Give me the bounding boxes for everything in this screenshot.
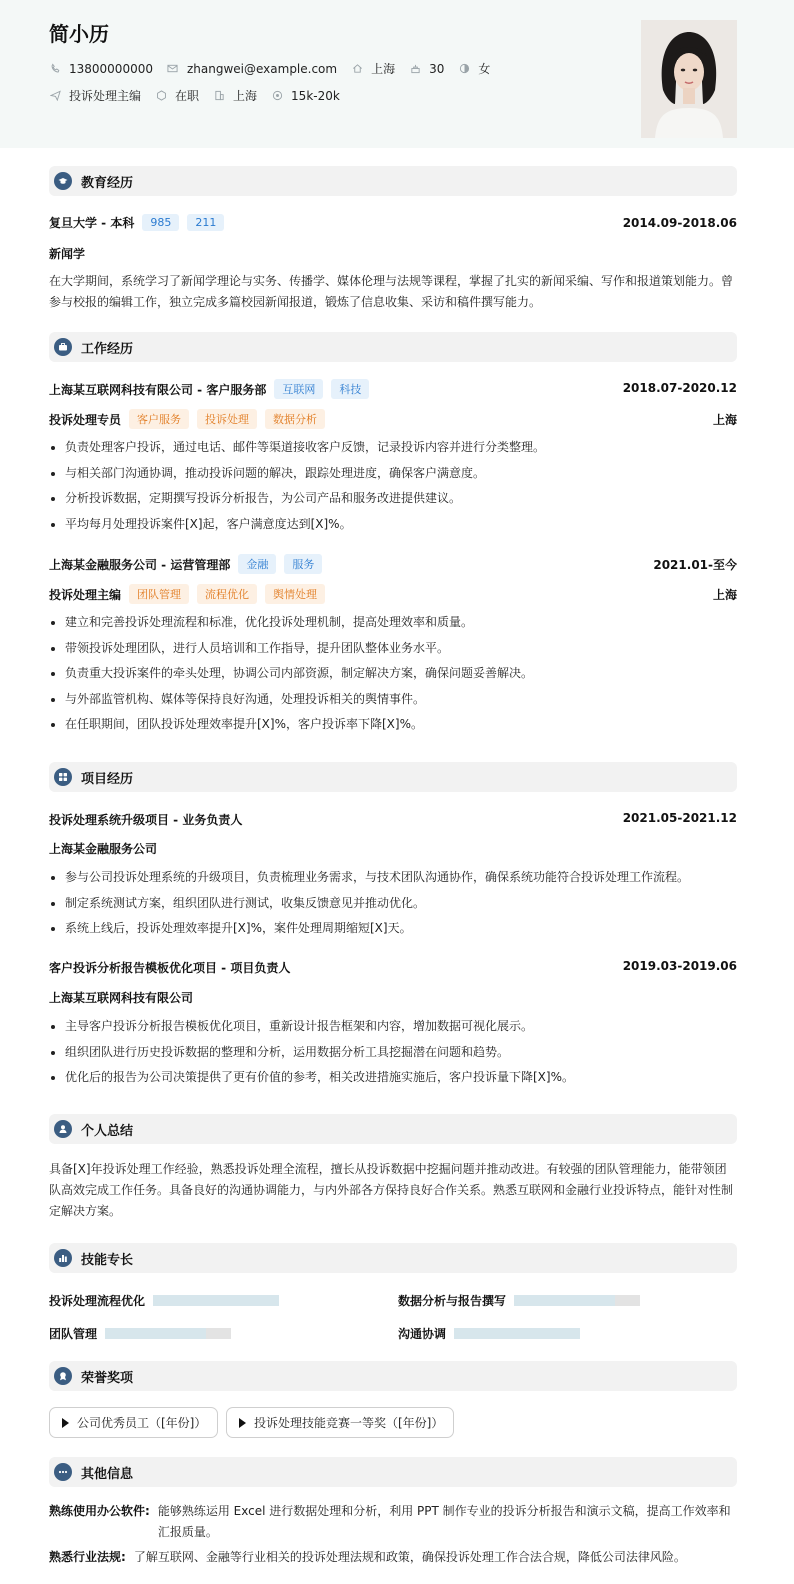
home-icon bbox=[351, 63, 363, 75]
send-icon bbox=[49, 90, 61, 102]
email-text: zhangwei@example.com bbox=[186, 61, 338, 76]
phone-text: 13800000000 bbox=[69, 61, 153, 76]
salary-text: 15k-20k bbox=[291, 88, 340, 103]
skill-tag: 流程优化 bbox=[197, 584, 257, 604]
skill-bar-fill bbox=[514, 1295, 615, 1306]
other-item bbox=[49, 1547, 737, 1568]
section-summary bbox=[49, 1114, 737, 1144]
section-skills bbox=[49, 1243, 737, 1273]
summary-text: 具备[X]年投诉处理工作经验，熟悉投诉处理全流程，擅长从投诉数据中挖掘问题并推动改进。有较强的团队管理能力，能带领团队高效完成工作任务。具备良好的沟通协调能力，与内外部各方保持良好合作关系。熟悉互联网和金融行业投诉特点，能针对性制定解决方案。 bbox=[49, 1162, 734, 1218]
email-item bbox=[167, 62, 337, 76]
list-item: 分析投诉数据，定期撰写投诉分析报告，为公司产品和服务改进提供建议。 bbox=[49, 486, 737, 512]
list-item: 平均每月处理投诉案件[X]起，客户满意度达到[X]%。 bbox=[49, 512, 737, 538]
other-text: 了解互联网、金融等行业相关的投诉处理法规和政策，确保投诉处理工作合法合规，降低公司法律风险。 bbox=[133, 1550, 686, 1564]
target-job-item bbox=[49, 87, 141, 104]
project-items bbox=[49, 865, 737, 942]
award-badge bbox=[49, 1407, 218, 1438]
education-school bbox=[49, 214, 224, 231]
candidate-name: 简小历 bbox=[49, 22, 109, 46]
award-badge bbox=[226, 1407, 454, 1438]
work-date: 2021.01-至今 bbox=[653, 558, 737, 572]
list-item: 负责处理客户投诉，通过电话、邮件等渠道接收客户反馈，记录投诉内容并进行分类整理。 bbox=[49, 435, 737, 461]
project-date: 2021.05-2021.12 bbox=[622, 811, 737, 825]
building-icon bbox=[213, 90, 225, 102]
education-major: 新闻学 bbox=[49, 247, 86, 261]
list-item: 建立和完善投诉处理流程和标准，优化投诉处理机制，提高处理效率和质量。 bbox=[49, 610, 737, 636]
education-date: 2014.09-2018.06 bbox=[622, 216, 737, 230]
list-item: 组织团队进行历史投诉数据的整理和分析，运用数据分析工具挖掘潜在问题和趋势。 bbox=[49, 1040, 737, 1066]
coin-icon bbox=[271, 90, 283, 102]
project-company: 上海某金融服务公司 bbox=[49, 842, 158, 856]
list-item: 与外部监管机构、媒体等保持良好沟通，处理投诉相关的舆情事件。 bbox=[49, 687, 737, 713]
section-title: 项目经历 bbox=[81, 771, 134, 787]
project-items bbox=[49, 1014, 737, 1091]
briefcase-icon bbox=[54, 338, 72, 356]
list-item: 在任职期间，团队投诉处理效率提升[X]%，客户投诉率下降[X]%。 bbox=[49, 712, 737, 738]
location-item bbox=[351, 60, 395, 77]
skill-item bbox=[398, 1292, 640, 1309]
section-awards bbox=[49, 1361, 737, 1391]
section-title: 教育经历 bbox=[81, 175, 134, 191]
industry-tag: 服务 bbox=[284, 554, 322, 574]
other-label: 熟练使用办公软件: bbox=[49, 1504, 150, 1518]
school-name: 复旦大学 - 本科 bbox=[49, 216, 135, 230]
other-text: 能够熟练运用 Excel 进行数据处理和分析，利用 PPT 制作专业的投诉分析报告和演示文稿，提高工作效率和汇报质量。 bbox=[157, 1504, 731, 1539]
skill-bar-fill bbox=[454, 1328, 580, 1339]
list-item: 制定系统测试方案，组织团队进行测试，收集反馈意见并推动优化。 bbox=[49, 891, 737, 917]
position-name: 投诉处理专员 bbox=[49, 412, 122, 427]
skill-name: 投诉处理流程优化 bbox=[49, 1294, 146, 1308]
work-company bbox=[49, 554, 322, 574]
salary-item bbox=[271, 89, 340, 103]
work-city: 上海 bbox=[712, 413, 737, 427]
skill-name: 数据分析与报告撰写 bbox=[398, 1294, 507, 1308]
profile-photo bbox=[641, 20, 737, 138]
award-text: 投诉处理技能竞赛一等奖（[年份]） bbox=[254, 1416, 444, 1430]
project-company: 上海某互联网科技有限公司 bbox=[49, 991, 194, 1005]
skill-tag: 投诉处理 bbox=[197, 409, 257, 429]
triangle-right-icon bbox=[239, 1418, 246, 1428]
grid-icon bbox=[54, 768, 72, 786]
section-title: 个人总结 bbox=[81, 1123, 134, 1139]
skill-tag: 舆情处理 bbox=[265, 584, 325, 604]
age-item bbox=[409, 62, 444, 76]
skill-bar bbox=[514, 1295, 640, 1306]
industry-tag: 金融 bbox=[238, 554, 276, 574]
school-tag: 211 bbox=[187, 214, 224, 231]
skill-item bbox=[49, 1292, 279, 1309]
list-item: 主导客户投诉分析报告模板优化项目，重新设计报告框架和内容，增加数据可视化展示。 bbox=[49, 1014, 737, 1040]
section-title: 技能专长 bbox=[81, 1252, 134, 1268]
award-text: 公司优秀员工（[年份]） bbox=[77, 1416, 207, 1430]
user-icon bbox=[54, 1120, 72, 1138]
education-desc: 在大学期间，系统学习了新闻学理论与实务、传播学、媒体伦理与法规等课程，掌握了扎实的新闻采编、写作和报道策划能力。曾参与校报的编辑工作，独立完成多篇校园新闻报道，锻炼了信息收集、采访和稿件撰写能力。 bbox=[49, 274, 734, 309]
cake-icon bbox=[409, 63, 421, 75]
school-tag: 985 bbox=[142, 214, 179, 231]
contact-row bbox=[49, 60, 504, 77]
list-item: 系统上线后，投诉处理效率提升[X]%，案件处理周期缩短[X]天。 bbox=[49, 916, 737, 942]
resume-header bbox=[0, 0, 794, 148]
triangle-right-icon bbox=[62, 1418, 69, 1428]
other-item bbox=[49, 1501, 737, 1543]
status-text: 在职 bbox=[175, 89, 200, 103]
graduation-cap-icon bbox=[54, 172, 72, 190]
gender-icon bbox=[458, 63, 470, 75]
section-title: 荣誉奖项 bbox=[81, 1370, 134, 1386]
skill-name: 团队管理 bbox=[49, 1327, 98, 1341]
job-intent-row bbox=[49, 87, 354, 104]
mail-icon bbox=[167, 63, 179, 75]
industry-tag: 互联网 bbox=[274, 379, 323, 399]
skill-bar bbox=[105, 1328, 231, 1339]
position-name: 投诉处理主编 bbox=[49, 587, 122, 602]
project-date: 2019.03-2019.06 bbox=[622, 959, 737, 973]
target-city-text: 上海 bbox=[233, 89, 258, 103]
project-title: 客户投诉分析报告模板优化项目 - 项目负责人 bbox=[49, 961, 291, 975]
skill-tag: 团队管理 bbox=[129, 584, 189, 604]
section-project bbox=[49, 762, 737, 792]
list-item: 参与公司投诉处理系统的升级项目，负责梳理业务需求，与技术团队沟通协作，确保系统功能符合投诉处理工作流程。 bbox=[49, 865, 737, 891]
skill-name: 沟通协调 bbox=[398, 1327, 447, 1341]
work-company bbox=[49, 379, 369, 399]
skill-bar-fill bbox=[105, 1328, 206, 1339]
skill-bar bbox=[153, 1295, 279, 1306]
project-title: 投诉处理系统升级项目 - 业务负责人 bbox=[49, 813, 243, 827]
status-icon bbox=[155, 90, 167, 102]
section-work bbox=[49, 332, 737, 362]
work-duties bbox=[49, 435, 737, 537]
work-position bbox=[49, 584, 325, 604]
skill-bar-fill bbox=[153, 1295, 279, 1306]
list-item: 负责重大投诉案件的牵头处理，协调公司内部资源，制定解决方案，确保问题妥善解决。 bbox=[49, 661, 737, 687]
work-duties bbox=[49, 610, 737, 738]
list-item: 优化后的报告为公司决策提供了更有价值的参考，相关改进措施实施后，客户投诉量下降[X]%。 bbox=[49, 1065, 737, 1091]
gender-text: 女 bbox=[478, 62, 491, 76]
section-title: 工作经历 bbox=[81, 341, 134, 357]
section-education bbox=[49, 166, 737, 196]
skill-item bbox=[398, 1325, 580, 1342]
work-date: 2018.07-2020.12 bbox=[622, 381, 737, 395]
skill-item bbox=[49, 1325, 231, 1342]
phone-item bbox=[49, 62, 153, 76]
skill-bar bbox=[454, 1328, 580, 1339]
phone-icon bbox=[49, 63, 61, 75]
list-item: 带领投诉处理团队，进行人员培训和工作指导，提升团队整体业务水平。 bbox=[49, 636, 737, 662]
work-city: 上海 bbox=[712, 588, 737, 602]
other-label: 熟悉行业法规: bbox=[49, 1550, 126, 1564]
location-text: 上海 bbox=[371, 62, 396, 76]
dots-icon bbox=[54, 1463, 72, 1481]
section-title: 其他信息 bbox=[81, 1466, 134, 1482]
target-city-item bbox=[213, 87, 257, 104]
gender-item bbox=[458, 60, 490, 77]
work-position bbox=[49, 409, 325, 429]
skill-tag: 客户服务 bbox=[129, 409, 189, 429]
status-item bbox=[155, 87, 199, 104]
bar-chart-icon bbox=[54, 1249, 72, 1267]
age-text: 30 bbox=[429, 61, 445, 76]
list-item: 与相关部门沟通协调，推动投诉问题的解决，跟踪处理进度，确保客户满意度。 bbox=[49, 461, 737, 487]
skill-tag: 数据分析 bbox=[265, 409, 325, 429]
medal-icon bbox=[54, 1367, 72, 1385]
section-other bbox=[49, 1457, 737, 1487]
target-job-text: 投诉处理主编 bbox=[69, 89, 142, 103]
industry-tag: 科技 bbox=[331, 379, 369, 399]
company-name: 上海某互联网科技有限公司 - 客户服务部 bbox=[49, 382, 267, 397]
company-name: 上海某金融服务公司 - 运营管理部 bbox=[49, 557, 231, 572]
